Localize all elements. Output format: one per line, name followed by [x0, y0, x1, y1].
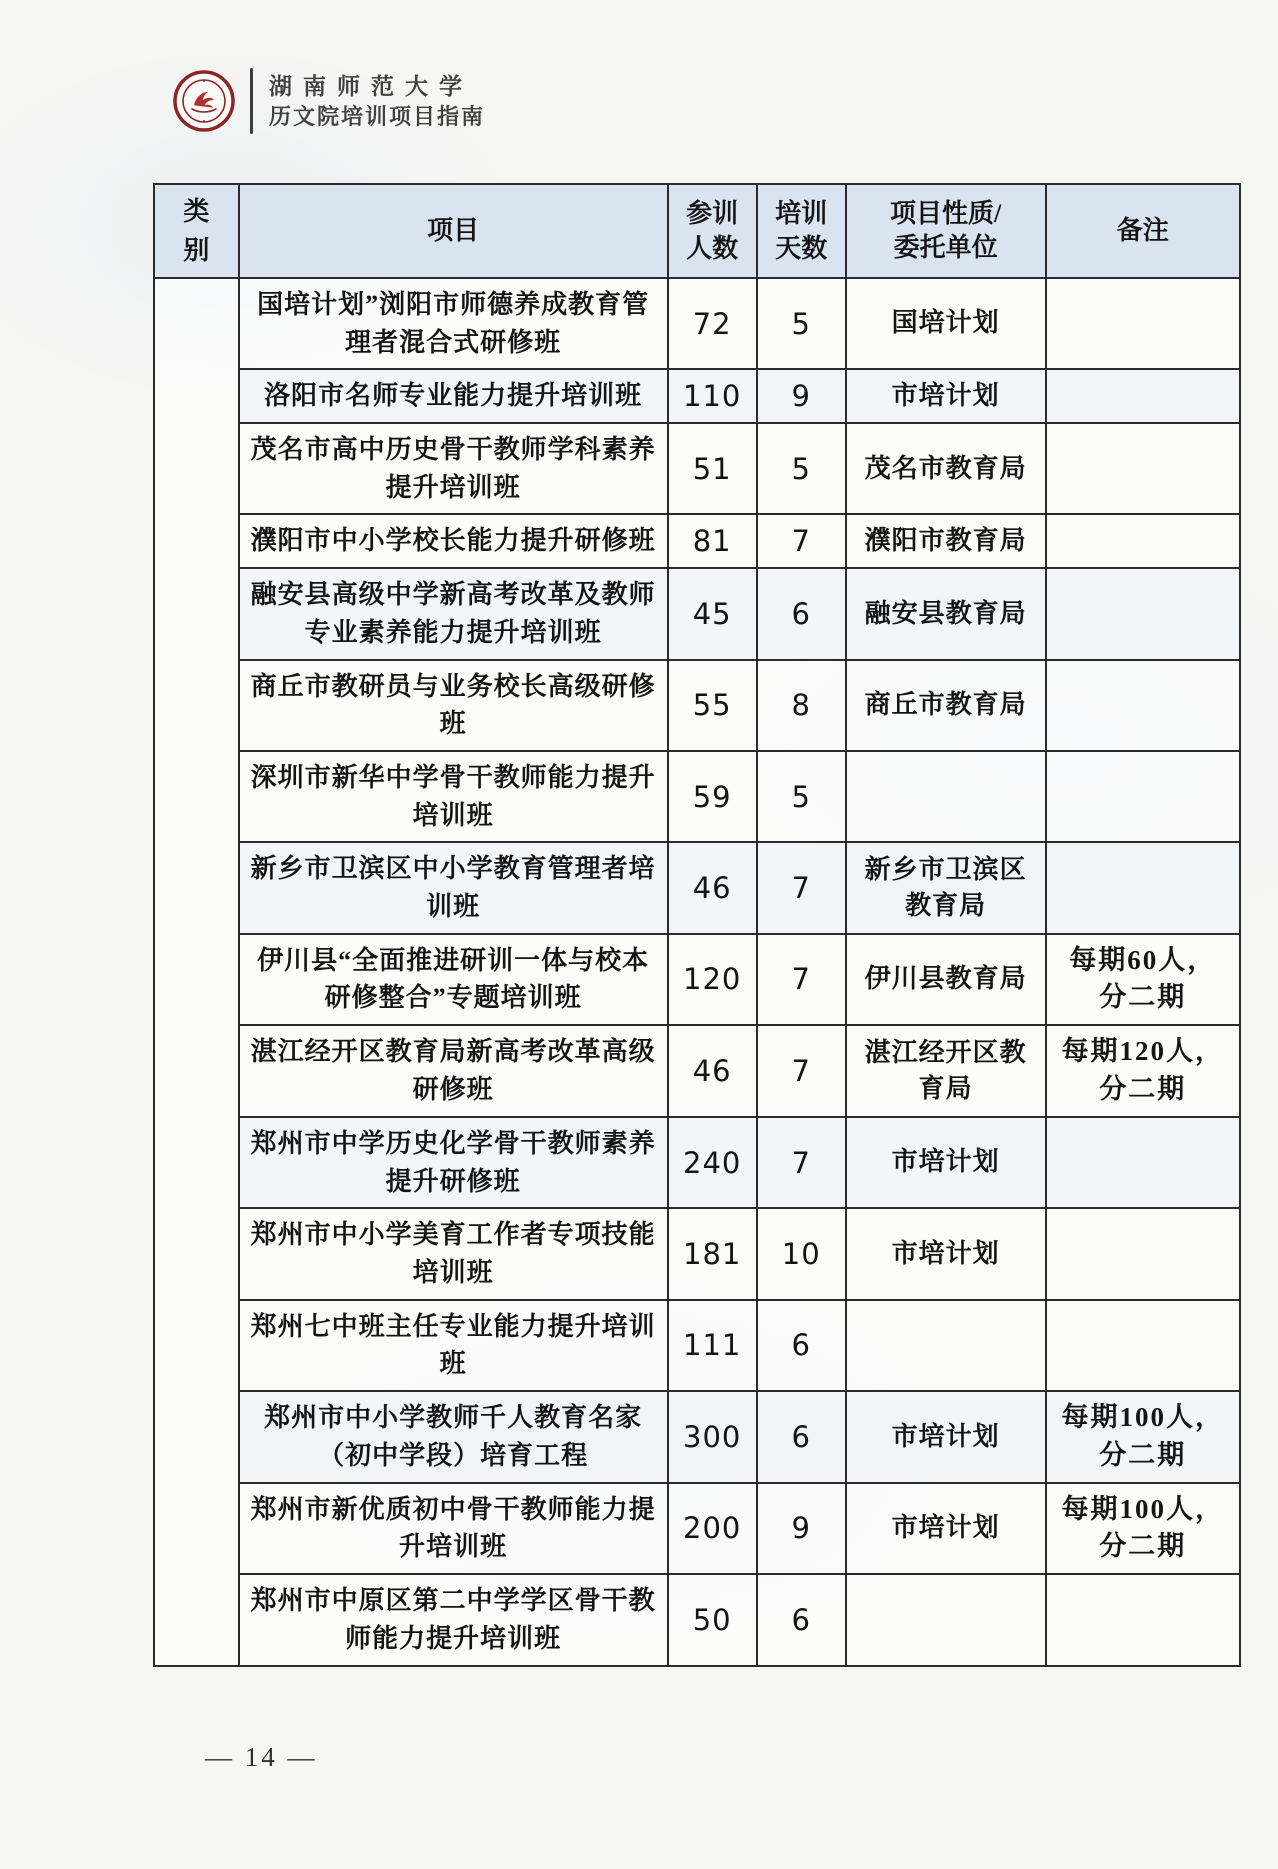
- days-cell: 6: [757, 1300, 846, 1391]
- header-participants: 参训人数: [668, 184, 757, 278]
- days-cell: 5: [757, 423, 846, 514]
- header-days: 培训天数: [757, 184, 846, 278]
- remark-cell: 每期100人，分二期: [1046, 1391, 1240, 1483]
- remark-cell: [1046, 751, 1240, 842]
- remark-cell: [1046, 278, 1240, 369]
- remark-cell: [1046, 1117, 1240, 1208]
- remark-cell: 每期60人，分二期: [1046, 934, 1240, 1026]
- header-remark: 备注: [1046, 184, 1240, 278]
- participants-cell: 55: [668, 660, 757, 751]
- category-cell: [154, 278, 239, 1666]
- project-cell: 商丘市教研员与业务校长高级研修班: [239, 660, 668, 751]
- remark-cell: [1046, 423, 1240, 514]
- training-projects-table: [153, 183, 1241, 1667]
- remark-cell: [1046, 1574, 1240, 1665]
- nature-cell: 市培计划: [846, 1483, 1046, 1575]
- participants-cell: 81: [668, 514, 757, 568]
- participants-cell: 110: [668, 369, 757, 423]
- remark-cell: [1046, 1208, 1240, 1299]
- header-divider: [250, 68, 253, 134]
- table-body: [154, 278, 1240, 1666]
- document-header: [172, 68, 485, 134]
- table-row: [154, 934, 1240, 1026]
- remark-cell: [1046, 568, 1240, 659]
- table-row: [154, 1208, 1240, 1299]
- table-row: [154, 369, 1240, 423]
- nature-cell: 市培计划: [846, 369, 1046, 423]
- table-row: [154, 1025, 1240, 1117]
- participants-cell: 46: [668, 842, 757, 933]
- days-cell: 5: [757, 751, 846, 842]
- project-cell: 深圳市新华中学骨干教师能力提升培训班: [239, 751, 668, 842]
- project-cell: 洛阳市名师专业能力提升培训班: [239, 369, 668, 423]
- days-cell: 5: [757, 278, 846, 369]
- table-row: [154, 423, 1240, 514]
- table-header: [154, 184, 1240, 278]
- table-header-row: [154, 184, 1240, 278]
- nature-cell: 融安县教育局: [846, 568, 1046, 659]
- project-cell: 融安县高级中学新高考改革及教师专业素养能力提升培训班: [239, 568, 668, 659]
- participants-cell: 300: [668, 1391, 757, 1483]
- participants-cell: 111: [668, 1300, 757, 1391]
- project-cell: 茂名市高中历史骨干教师学科素养提升培训班: [239, 423, 668, 514]
- days-cell: 10: [757, 1208, 846, 1299]
- days-cell: 7: [757, 842, 846, 933]
- table-row: [154, 1117, 1240, 1208]
- project-cell: 郑州市中原区第二中学学区骨干教师能力提升培训班: [239, 1574, 668, 1665]
- project-cell: 郑州市中小学美育工作者专项技能培训班: [239, 1208, 668, 1299]
- participants-cell: 51: [668, 423, 757, 514]
- project-cell: 郑州市中小学教师千人教育名家（初中学段）培育工程: [239, 1391, 668, 1483]
- nature-cell: [846, 1300, 1046, 1391]
- remark-cell: 每期100人，分二期: [1046, 1483, 1240, 1575]
- nature-cell: 市培计划: [846, 1391, 1046, 1483]
- project-cell: 郑州市新优质初中骨干教师能力提升培训班: [239, 1483, 668, 1575]
- table-row: [154, 1574, 1240, 1665]
- nature-cell: 伊川县教育局: [846, 934, 1046, 1026]
- remark-cell: [1046, 514, 1240, 568]
- days-cell: 7: [757, 514, 846, 568]
- participants-cell: 50: [668, 1574, 757, 1665]
- remark-cell: [1046, 842, 1240, 933]
- project-cell: 郑州市中学历史化学骨干教师素养提升研修班: [239, 1117, 668, 1208]
- participants-cell: 240: [668, 1117, 757, 1208]
- remark-cell: [1046, 369, 1240, 423]
- table-row: [154, 1300, 1240, 1391]
- nature-cell: 市培计划: [846, 1117, 1046, 1208]
- remark-cell: [1046, 660, 1240, 751]
- table-row: [154, 842, 1240, 933]
- nature-cell: [846, 1574, 1046, 1665]
- nature-cell: 茂名市教育局: [846, 423, 1046, 514]
- days-cell: 8: [757, 660, 846, 751]
- table-row: [154, 514, 1240, 568]
- table-row: [154, 1483, 1240, 1575]
- remark-cell: 每期120人，分二期: [1046, 1025, 1240, 1117]
- doc-title: 历文院培训项目指南: [269, 103, 486, 129]
- days-cell: 6: [757, 1574, 846, 1665]
- participants-cell: 181: [668, 1208, 757, 1299]
- nature-cell: 市培计划: [846, 1208, 1046, 1299]
- table-row: [154, 278, 1240, 369]
- days-cell: 7: [757, 1117, 846, 1208]
- header-project: 项目: [239, 184, 668, 278]
- nature-cell: 新乡市卫滨区教育局: [846, 842, 1046, 933]
- header-titles: [269, 71, 485, 132]
- table-row: [154, 751, 1240, 842]
- participants-cell: 72: [668, 278, 757, 369]
- table-row: [154, 660, 1240, 751]
- page-number: — 14 —: [205, 1742, 318, 1772]
- project-cell: 濮阳市中小学校长能力提升研修班: [239, 514, 668, 568]
- nature-cell: 湛江经开区教育局: [846, 1025, 1046, 1117]
- remark-cell: [1046, 1300, 1240, 1391]
- days-cell: 6: [757, 568, 846, 659]
- org-name: 湖南师范大学: [269, 73, 473, 99]
- participants-cell: 46: [668, 1025, 757, 1117]
- participants-cell: 45: [668, 568, 757, 659]
- participants-cell: 200: [668, 1483, 757, 1575]
- header-nature: 项目性质/委托单位: [846, 184, 1046, 278]
- project-cell: 伊川县“全面推进研训一体与校本研修整合”专题培训班: [239, 934, 668, 1026]
- table-row: [154, 568, 1240, 659]
- header-category: 类别: [154, 184, 239, 278]
- participants-cell: 59: [668, 751, 757, 842]
- nature-cell: 国培计划: [846, 278, 1046, 369]
- table-row: [154, 1391, 1240, 1483]
- project-cell: 郑州七中班主任专业能力提升培训班: [239, 1300, 668, 1391]
- project-cell: 湛江经开区教育局新高考改革高级研修班: [239, 1025, 668, 1117]
- days-cell: 9: [757, 369, 846, 423]
- project-cell: 新乡市卫滨区中小学教育管理者培训班: [239, 842, 668, 933]
- project-cell: 国培计划”浏阳市师德养成教育管理者混合式研修班: [239, 278, 668, 369]
- university-seal-icon: [172, 69, 236, 133]
- days-cell: 6: [757, 1391, 846, 1483]
- days-cell: 7: [757, 1025, 846, 1117]
- nature-cell: 濮阳市教育局: [846, 514, 1046, 568]
- days-cell: 7: [757, 934, 846, 1026]
- days-cell: 9: [757, 1483, 846, 1575]
- nature-cell: 商丘市教育局: [846, 660, 1046, 751]
- nature-cell: [846, 751, 1046, 842]
- participants-cell: 120: [668, 934, 757, 1026]
